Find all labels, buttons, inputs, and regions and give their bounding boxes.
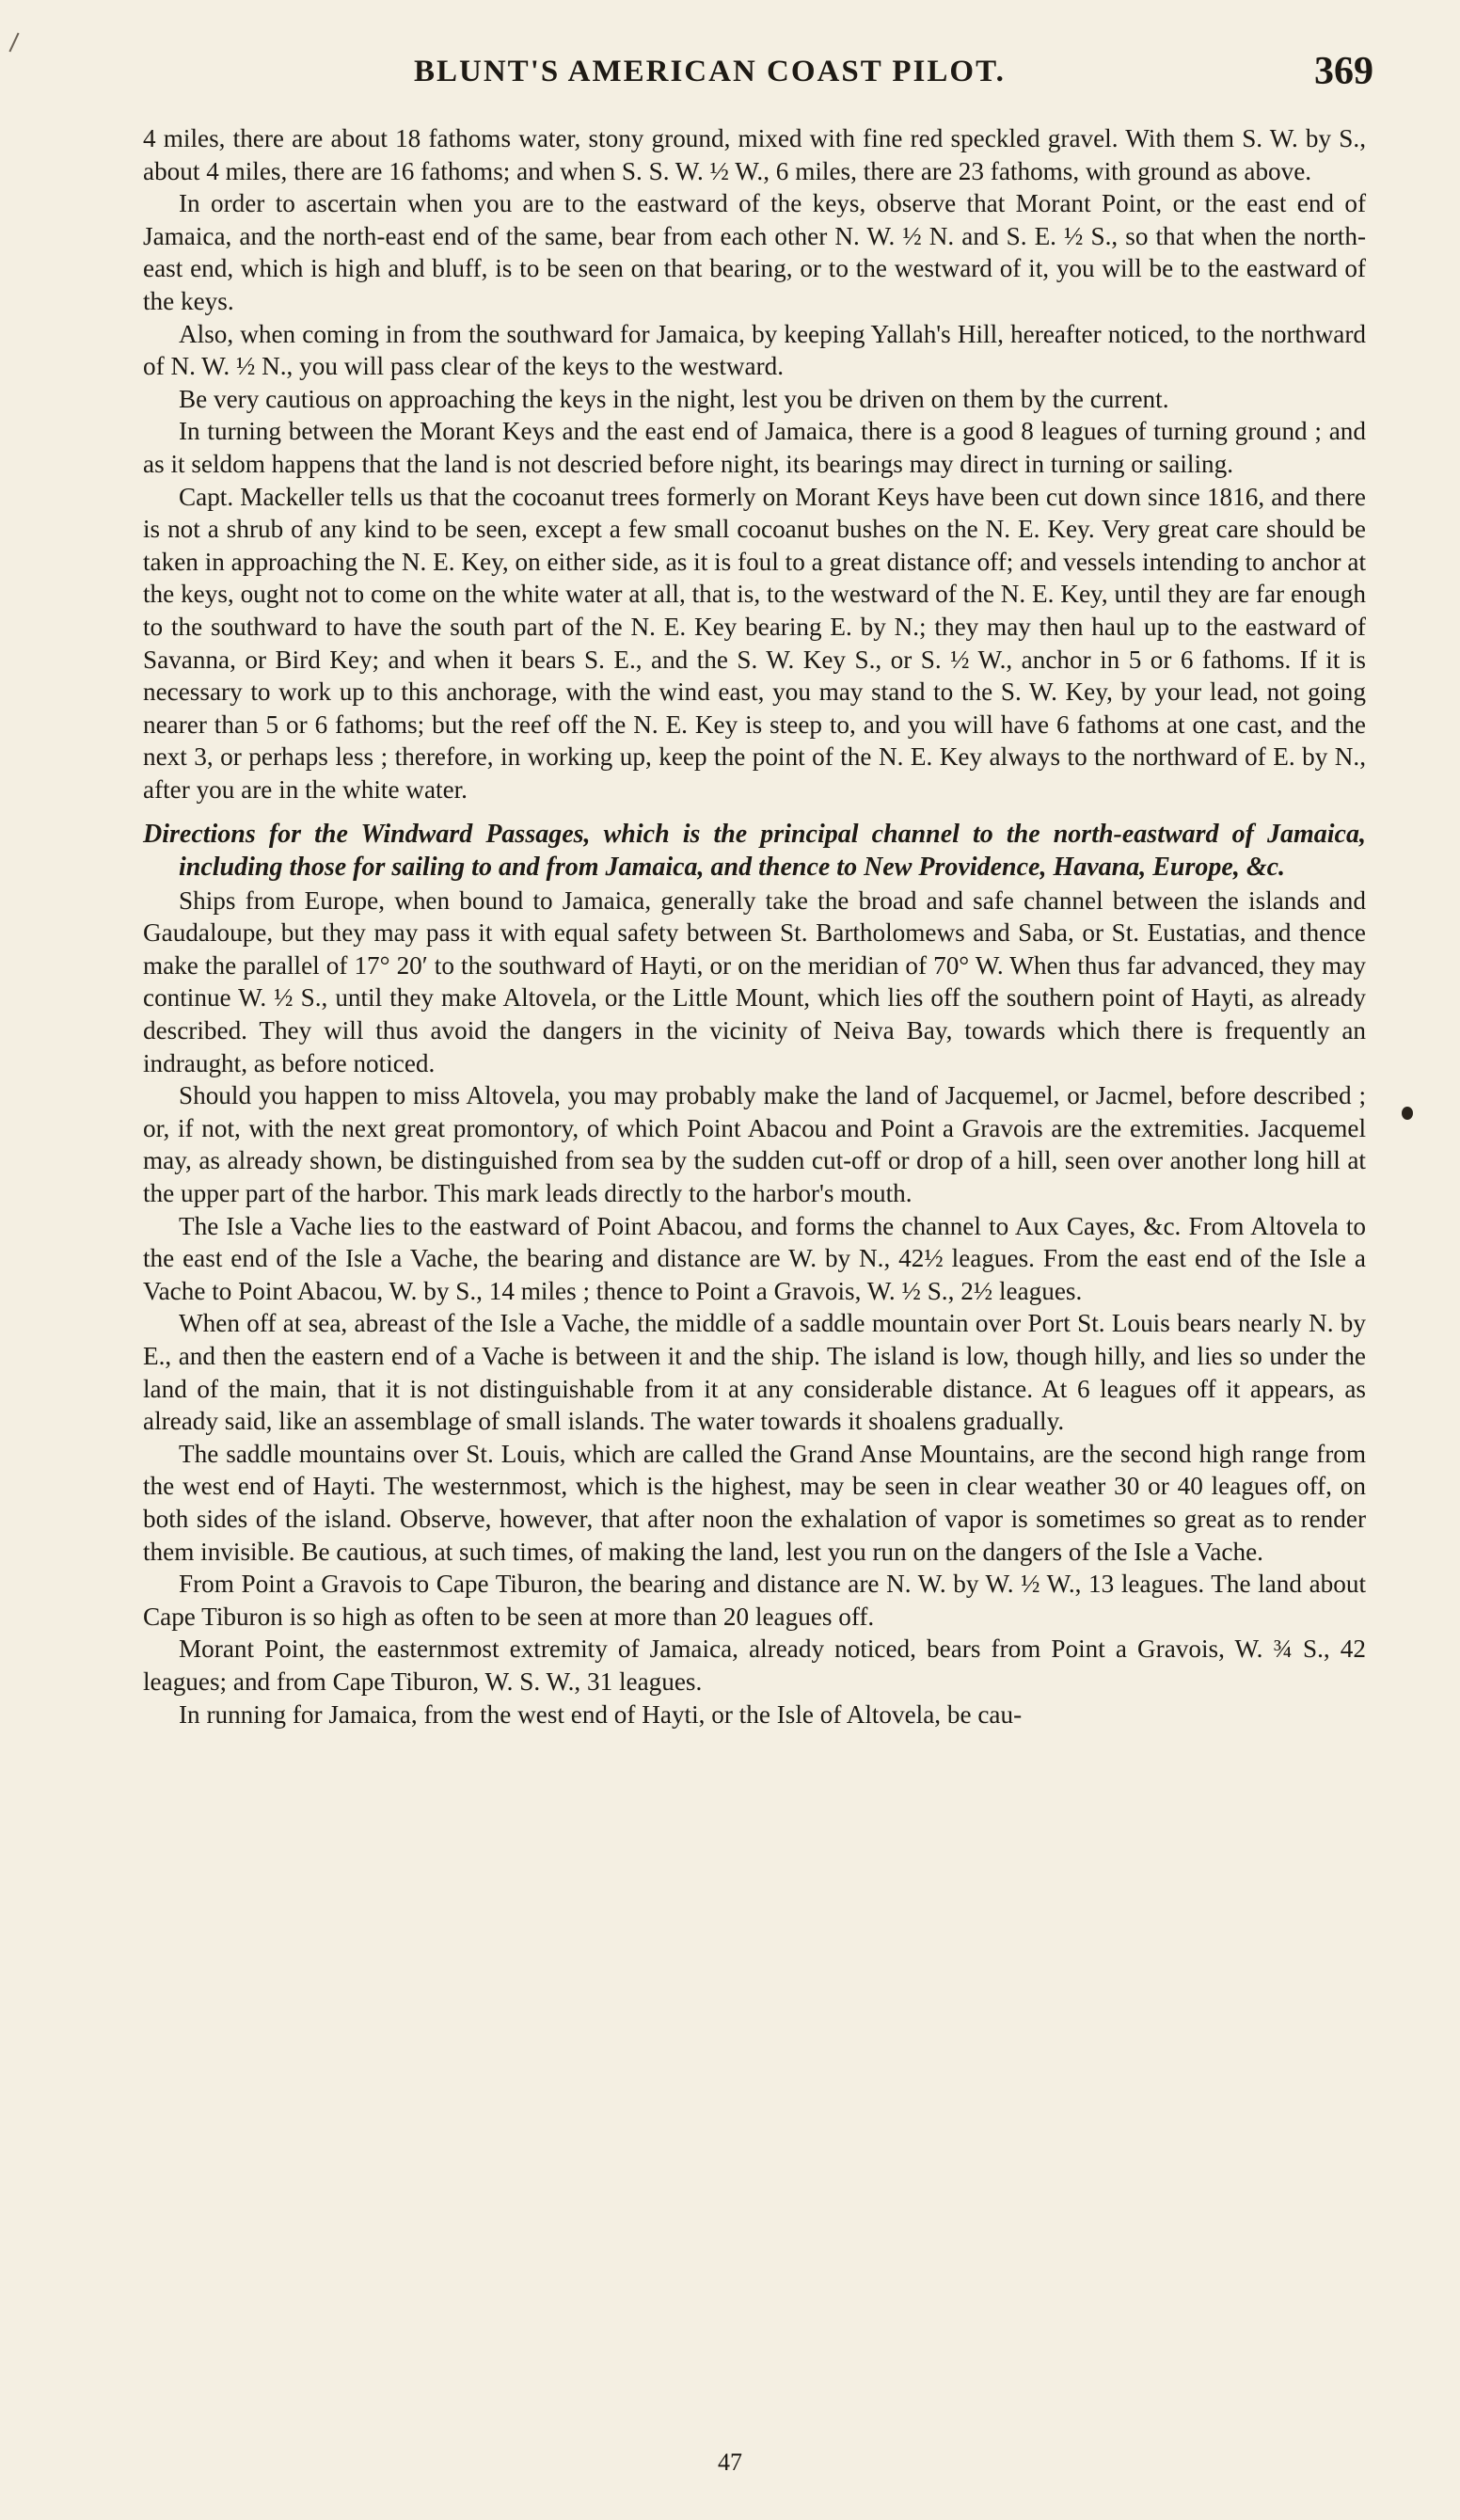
paragraph: The saddle mountains over St. Louis, which are called the Grand Anse Mountains, are the second high range from the west end of Hayti. The westernmost, which is the highest, may be seen in clear weather 30 or 40 leagues off, on both sides of the island. Observe, however, that after noon the exhalation of vapor is sometimes so great as to render them invisible. Be cautious, at such times, of making the land, lest you run on the dangers of the Isle a Vache. xyxy=(143,1439,1366,1566)
paragraph: Also, when coming in from the southward for Jamaica, by keeping Yallah's Hill, hereafter noticed, to the northward of N. W. ½ N., you will pass clear of the keys to the westward. xyxy=(143,319,1366,381)
page-number: 369 xyxy=(1314,50,1373,93)
paragraph: Morant Point, the easternmost extremity of Jamaica, already noticed, bears from Point a Gravois, W. ¾ S., 42 leagues; and from Cape Tiburon, W. S. W., 31 leagues. xyxy=(143,1635,1366,1696)
paragraph: In running for Jamaica, from the west end of Hayti, or the Isle of Altovela, be cau- xyxy=(179,1699,1023,1729)
paragraph: 4 miles, there are about 18 fathoms water, stony ground, mixed with fine red speckled gravel. With them S. W. by S., about 4 miles, there are 16 fathoms; and when S. S. W. ½ W., 6 miles, there are 23 fathoms, with ground as above. xyxy=(143,124,1366,185)
paragraph: Capt. Mackeller tells us that the cocoanut trees formerly on Morant Keys have been cut down since 1816, and there is not a shrub of any kind to be seen, except a few small cocoanut bushes on the N. E. Key. Very great care should be taken in approaching the N. E. Key, on either side, as it is foul to a great distance off; and vessels intending to anchor at the keys, ought not to come on the white water at all, that is, to the westward of the N. E. Key, until they are far enough to the southward to have the south part of the N. E. Key bearing E. by N.; they may then haul up to the eastward of Savanna, or Bird Key; and when it bears S. E., and the S. W. Key S., or S. ½ W., anchor in 5 or 6 fathoms. If it is necessary to work up to this anchorage, with the wind east, you may stand to the S. W. Key, by your lead, not going nearer than 5 or 6 fathoms; but the reef off the N. E. Key is steep to, and you will have 6 fathoms at one cast, and the next 3, or perhaps less ; therefore, in working up, keep the point of the N. E. Key always to the northward of E. by N., after you are in the white water. xyxy=(143,482,1366,804)
section-heading: Directions for the Windward Passages, which is the principal channel to the north-eastward of Jamaica, including those for sailing to and from Jamaica, and thence to New Providence, Havana, Europe, &c. xyxy=(143,820,1366,883)
paragraph: In turning between the Morant Keys and the east end of Jamaica, there is a good 8 leagues of turning ground ; and as it seldom happens that the land is not descried before night, its bearings may direct in turning or sailing. xyxy=(143,417,1366,478)
page-header xyxy=(132,49,1373,105)
paragraph: In order to ascertain when you are to the eastward of the keys, observe that Morant Point, or the east end of Jamaica, and the north-east end of the same, bear from each other N. W. ½ N. and S. E. ½ S., so that when the north-east end, which is high and bluff, is to be seen on that bearing, or to the westward of it, you will be to the eastward of the keys. xyxy=(143,189,1366,315)
paragraph: Should you happen to miss Altovela, you may probably make the land of Jacquemel, or Jacmel, before described ; or, if not, with the next great promontory, of which Point Abacou and Point a Gravois are the extremities. Jacquemel may, as already shown, be distinguished from sea by the sudden cut-off or drop of a hill, seen over another long hill at the upper part of the harbor. This mark leads directly to the harbor's mouth. xyxy=(143,1081,1366,1207)
body-text xyxy=(143,122,1366,1731)
paragraph: The Isle a Vache lies to the eastward of Point Abacou, and forms the channel to Aux Cayes, &c. From Altovela to the east end of the Isle a Vache, the bearing and distance are W. by N., 42½ leagues. From the east end of the Isle a Vache to Point Abacou, W. by S., 14 miles ; thence to Point a Gravois, W. ½ S., 2½ leagues. xyxy=(143,1211,1366,1305)
ink-dot xyxy=(1402,1107,1413,1120)
signature-mark: 47 xyxy=(718,2448,742,2476)
running-head: BLUNT'S AMERICAN COAST PILOT. xyxy=(414,55,1006,88)
paragraph: When off at sea, abreast of the Isle a Vache, the middle of a saddle mountain over Port St. Louis bears nearly N. by E., and then the eastern end of a Vache is between it and the ship. The island is low, though hilly, and lies so under the land of the main, that it is not distinguishable from it at any considerable distance. At 6 leagues off it appears, as already said, like an assemblage of small islands. The water towards it shoalens gradually. xyxy=(143,1309,1366,1436)
paragraph: From Point a Gravois to Cape Tiburon, the bearing and distance are N. W. by W. ½ W., 13 leagues. The land about Cape Tiburon is so high as often to be seen at more than 20 leagues off. xyxy=(143,1570,1366,1631)
corner-mark xyxy=(8,33,19,53)
paragraph: Ships from Europe, when bound to Jamaica, generally take the broad and safe channel between the islands and Gaudaloupe, but they may pass it with equal safety between St. Bartholomews and Saba, or St. Eustatias, and thence make the parallel of 17° 20′ to the southward of Hayti, or on the meridian of 70° W. When thus far advanced, they may continue W. ½ S., until they make Altovela, or the Little Mount, which lies off the southern point of Hayti, as already described. They will thus avoid the dangers in the vicinity of Neiva Bay, towards which there is frequently an indraught, as before noticed. xyxy=(143,885,1366,1077)
paragraph: Be very cautious on approaching the keys in the night, lest you be driven on them by the current. xyxy=(179,384,1169,413)
